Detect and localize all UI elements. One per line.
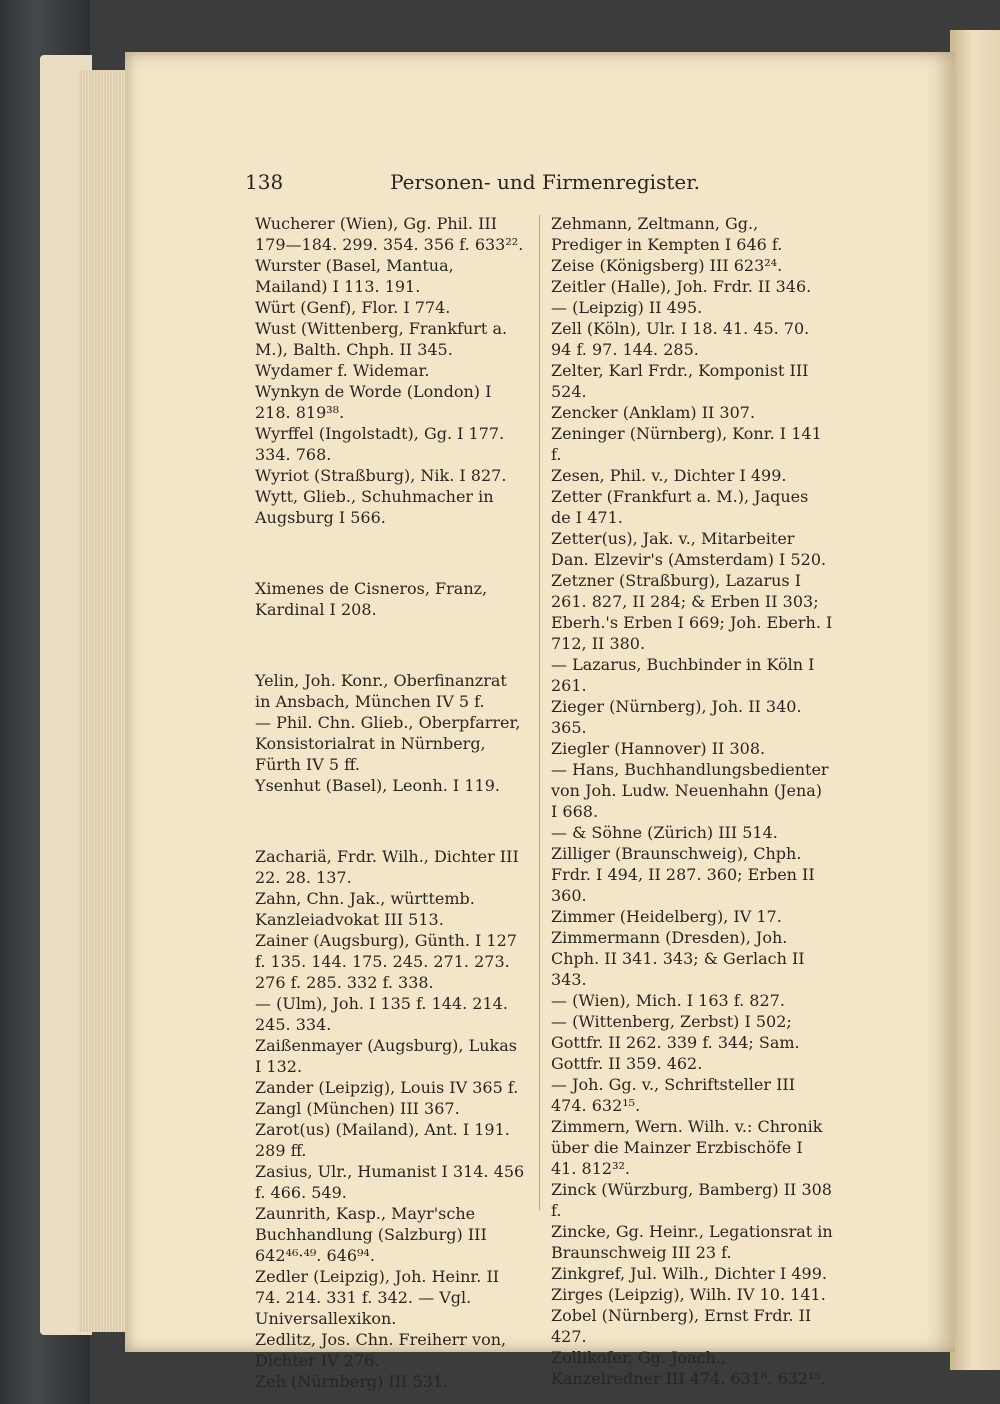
index-entry: Zetzner (Straßburg), Lazarus I 261. 827, II 284; & Erben II 303; Eberh.'s Erben I 669; Joh. Eberh. I 712, II 380. bbox=[551, 571, 833, 653]
index-entry: Yelin, Joh. Konr., Oberfinanzrat in Ansbach, München IV 5 f. bbox=[255, 671, 507, 711]
index-entry: Wydamer f. Widemar. bbox=[255, 361, 430, 380]
index-entry: — & Söhne (Zürich) III 514. bbox=[551, 823, 778, 842]
index-entry: Zainer (Augsburg), Günth. I 127 f. 135. 144. 175. 245. 271. 273. 276 f. 285. 332 f. 338. bbox=[255, 931, 517, 992]
index-entry: Zencker (Anklam) II 307. bbox=[551, 403, 756, 422]
index-entry: — (Wien), Mich. I 163 f. 827. bbox=[551, 991, 785, 1010]
index-entry: Zeh (Nürnberg) III 531. bbox=[255, 1372, 449, 1391]
index-entry: Zarot(us) (Mailand), Ant. I 191. 289 ff. bbox=[255, 1120, 510, 1160]
index-entry: Zesen, Phil. v., Dichter I 499. bbox=[551, 466, 787, 485]
index-entry: Zieger (Nürnberg), Joh. II 340. 365. bbox=[551, 697, 802, 737]
index-entry: Zimmern, Wern. Wilh. v.: Chronik über die Mainzer Erzbischöfe I 41. 812³². bbox=[551, 1117, 823, 1178]
index-entry: Zirges (Leipzig), Wilh. IV 10. 141. bbox=[551, 1285, 826, 1304]
index-entry: Zincke, Gg. Heinr., Legationsrat in Braunschweig III 23 f. bbox=[551, 1222, 833, 1262]
index-entry: Zander (Leipzig), Louis IV 365 f. bbox=[255, 1078, 519, 1097]
index-entry: Zangl (München) III 367. bbox=[255, 1099, 460, 1118]
index-entry: Zehmann, Zeltmann, Gg., Prediger in Kempten I 646 f. bbox=[551, 214, 783, 254]
right-index-column bbox=[551, 213, 833, 1389]
index-entry: Zetter (Frankfurt a. M.), Jaques de I 471. bbox=[551, 487, 809, 527]
index-entry: Zetter(us), Jak. v., Mitarbeiter Dan. Elzevir's (Amsterdam) I 520. bbox=[551, 529, 827, 569]
index-entry: Zeninger (Nürnberg), Konr. I 141 f. bbox=[551, 424, 822, 464]
page-header bbox=[245, 170, 845, 200]
index-entry: Wynkyn de Worde (London) I 218. 819³⁸. bbox=[255, 382, 492, 422]
index-entry: Zilliger (Braunschweig), Chph. Frdr. I 494, II 287. 360; Erben II 360. bbox=[551, 844, 815, 905]
index-entry: Wust (Wittenberg, Frankfurt a. M.), Balth. Chph. II 345. bbox=[255, 319, 508, 359]
page-number: 138 bbox=[245, 170, 284, 194]
index-entry: Zeise (Königsberg) III 623²⁴. bbox=[551, 256, 783, 275]
page-title: Personen- und Firmenregister. bbox=[390, 170, 700, 194]
index-entry: Zimmermann (Dresden), Joh. Chph. II 341. 343; & Gerlach II 343. bbox=[551, 928, 805, 989]
index-entry: Zedler (Leipzig), Joh. Heinr. II 74. 214. 331 f. 342. — Vgl. Universallexikon. bbox=[255, 1267, 500, 1328]
index-entry: Zaunrith, Kasp., Mayr'sche Buchhandlung (Salzburg) III 642⁴⁶·⁴⁹. 646⁹⁴. bbox=[255, 1204, 487, 1265]
index-entry: Ysenhut (Basel), Leonh. I 119. bbox=[255, 776, 500, 795]
index-entry: — Hans, Buchhandlungsbedienter von Joh. Ludw. Neuenhahn (Jena) I 668. bbox=[551, 760, 829, 821]
index-entry: Würt (Genf), Flor. I 774. bbox=[255, 298, 451, 317]
index-entry: — (Leipzig) II 495. bbox=[551, 298, 703, 317]
index-entry: — Joh. Gg. v., Schriftsteller III 474. 632¹⁵. bbox=[551, 1075, 796, 1115]
index-entry: Zachariä, Frdr. Wilh., Dichter III 22. 28. 137. bbox=[255, 847, 519, 887]
index-entry: Zobel (Nürnberg), Ernst Frdr. II 427. bbox=[551, 1306, 812, 1346]
index-entry: Zimmer (Heidelberg), IV 17. bbox=[551, 907, 782, 926]
index-entry: Zell (Köln), Ulr. I 18. 41. 45. 70. 94 f. 97. 144. 285. bbox=[551, 319, 810, 359]
column-divider bbox=[539, 215, 540, 1210]
index-entry: Zollikofer, Gg. Joach., Kanzelredner III 474. 631⁸. 632¹⁵. bbox=[551, 1348, 827, 1388]
index-entry: Wurster (Basel, Mantua, Mailand) I 113. 191. bbox=[255, 256, 454, 296]
section-gap bbox=[255, 544, 527, 562]
index-entry: Zelter, Karl Frdr., Komponist III 524. bbox=[551, 361, 809, 401]
index-entry: Ximenes de Cisneros, Franz, Kardinal I 208. bbox=[255, 579, 488, 619]
index-entry: Wyriot (Straßburg), Nik. I 827. bbox=[255, 466, 507, 485]
section-gap bbox=[255, 636, 527, 654]
index-entry: Zeitler (Halle), Joh. Frdr. II 346. bbox=[551, 277, 812, 296]
index-entry: Ziegler (Hannover) II 308. bbox=[551, 739, 766, 758]
section-gap bbox=[255, 812, 527, 830]
index-entry: — (Ulm), Joh. I 135 f. 144. 214. 245. 334. bbox=[255, 994, 508, 1034]
index-entry: — (Wittenberg, Zerbst) I 502; Gottfr. II 262. 339 f. 344; Sam. Gottfr. II 359. 462. bbox=[551, 1012, 800, 1073]
facing-page-edge bbox=[950, 30, 1000, 1370]
index-entry: — Lazarus, Buchbinder in Köln I 261. bbox=[551, 655, 815, 695]
index-entry: Zinkgref, Jul. Wilh., Dichter I 499. bbox=[551, 1264, 827, 1283]
index-entry: Wytt, Glieb., Schuhmacher in Augsburg I 566. bbox=[255, 487, 494, 527]
index-entry: Zaißenmayer (Augsburg), Lukas I 132. bbox=[255, 1036, 517, 1076]
index-entry: — Phil. Chn. Glieb., Oberpfarrer, Konsistorialrat in Nürnberg, Fürth IV 5 ff. bbox=[255, 713, 521, 774]
index-entry: Zinck (Würzburg, Bamberg) II 308 f. bbox=[551, 1180, 832, 1220]
left-index-column bbox=[255, 213, 527, 1392]
index-entry: Zasius, Ulr., Humanist I 314. 456 f. 466. 549. bbox=[255, 1162, 525, 1202]
index-entry: Zedlitz, Jos. Chn. Freiherr von, Dichter IV 276. bbox=[255, 1330, 507, 1370]
index-entry: Wucherer (Wien), Gg. Phil. III 179—184. 299. 354. 356 f. 633²². bbox=[255, 214, 524, 254]
index-entry: Zahn, Chn. Jak., württemb. Kanzleiadvokat III 513. bbox=[255, 889, 475, 929]
index-entry: Wyrffel (Ingolstadt), Gg. I 177. 334. 768. bbox=[255, 424, 505, 464]
